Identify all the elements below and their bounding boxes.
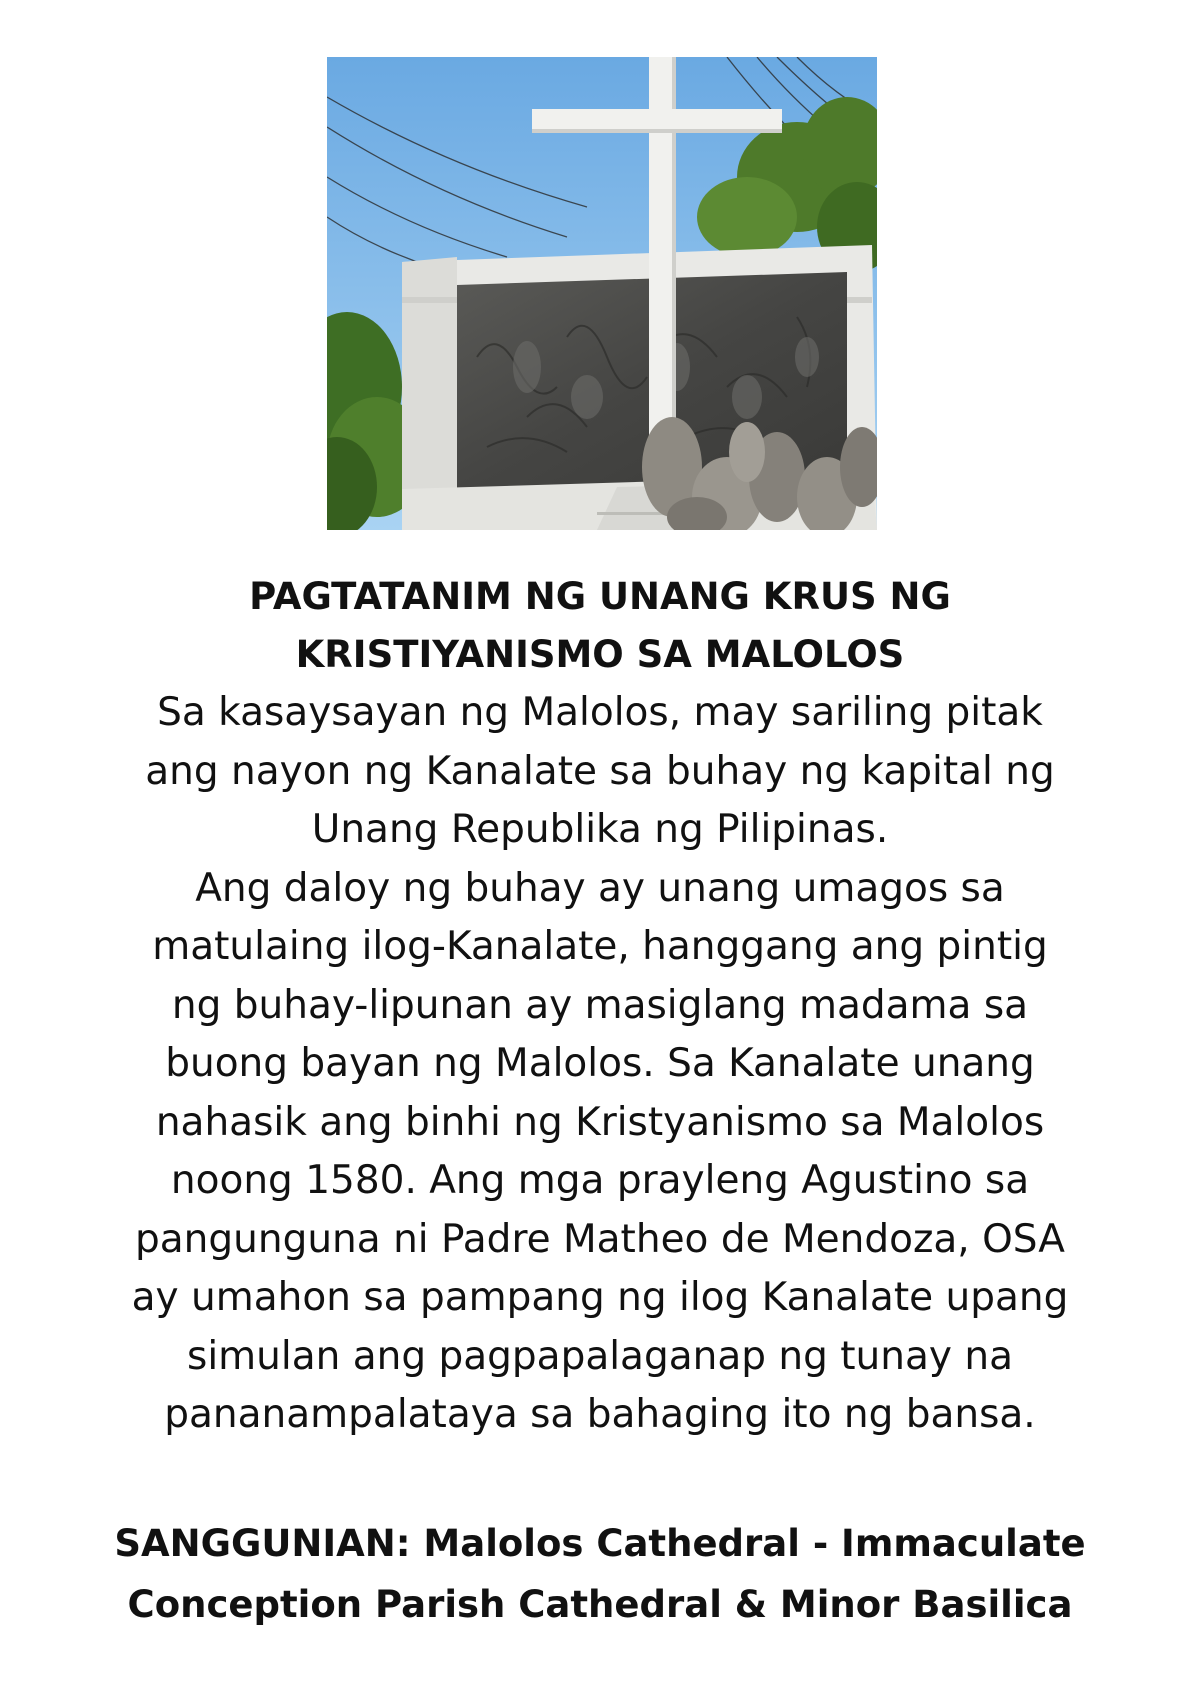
title-line: PAGTATANIM NG UNANG KRUS NG [249, 575, 951, 618]
body-line: Sa kasaysayan ng Malolos, may sariling pitak [157, 690, 1043, 735]
body-line: Unang Republika ng Pilipinas. [311, 807, 889, 852]
body-line: noong 1580. Ang mga prayleng Agustino sa [170, 1158, 1030, 1203]
source-line: SANGGUNIAN: Malolos Cathedral - Immaculate [114, 1522, 1086, 1565]
body-line: pananampalataya sa bahaging ito ng bansa. [164, 1392, 1036, 1437]
body-line: buong bayan ng Malolos. Sa Kanalate unang [165, 1041, 1035, 1086]
body-paragraph [60, 684, 1140, 1445]
body-line: ng buhay-lipunan ay masiglang madama sa [171, 982, 1029, 1028]
body-line: ang nayon ng Kanalate sa buhay ng kapital ng [145, 748, 1055, 794]
body-line: pangunguna ni Padre Matheo de Mendoza, OSA [135, 1216, 1065, 1262]
title-line: KRISTIYANISMO SA MALOLOS [295, 633, 905, 676]
body-line: matulaing ilog-Kanalate, hanggang ang pintig [152, 924, 1048, 969]
body-line: simulan ang pagpapalaganap ng tunay na [187, 1333, 1013, 1379]
body-line: nahasik ang binhi ng Kristyanismo sa Malolos [155, 1099, 1045, 1145]
body-line: ay umahon sa pampang ng ilog Kanalate upang [131, 1275, 1069, 1320]
source-line: Conception Parish Cathedral & Minor Basilica [127, 1583, 1073, 1626]
page-title [100, 568, 1100, 684]
body-line: Ang daloy ng buhay ay unang umagos sa [195, 865, 1005, 911]
monument-photo [327, 57, 877, 530]
source-citation [60, 1513, 1140, 1635]
